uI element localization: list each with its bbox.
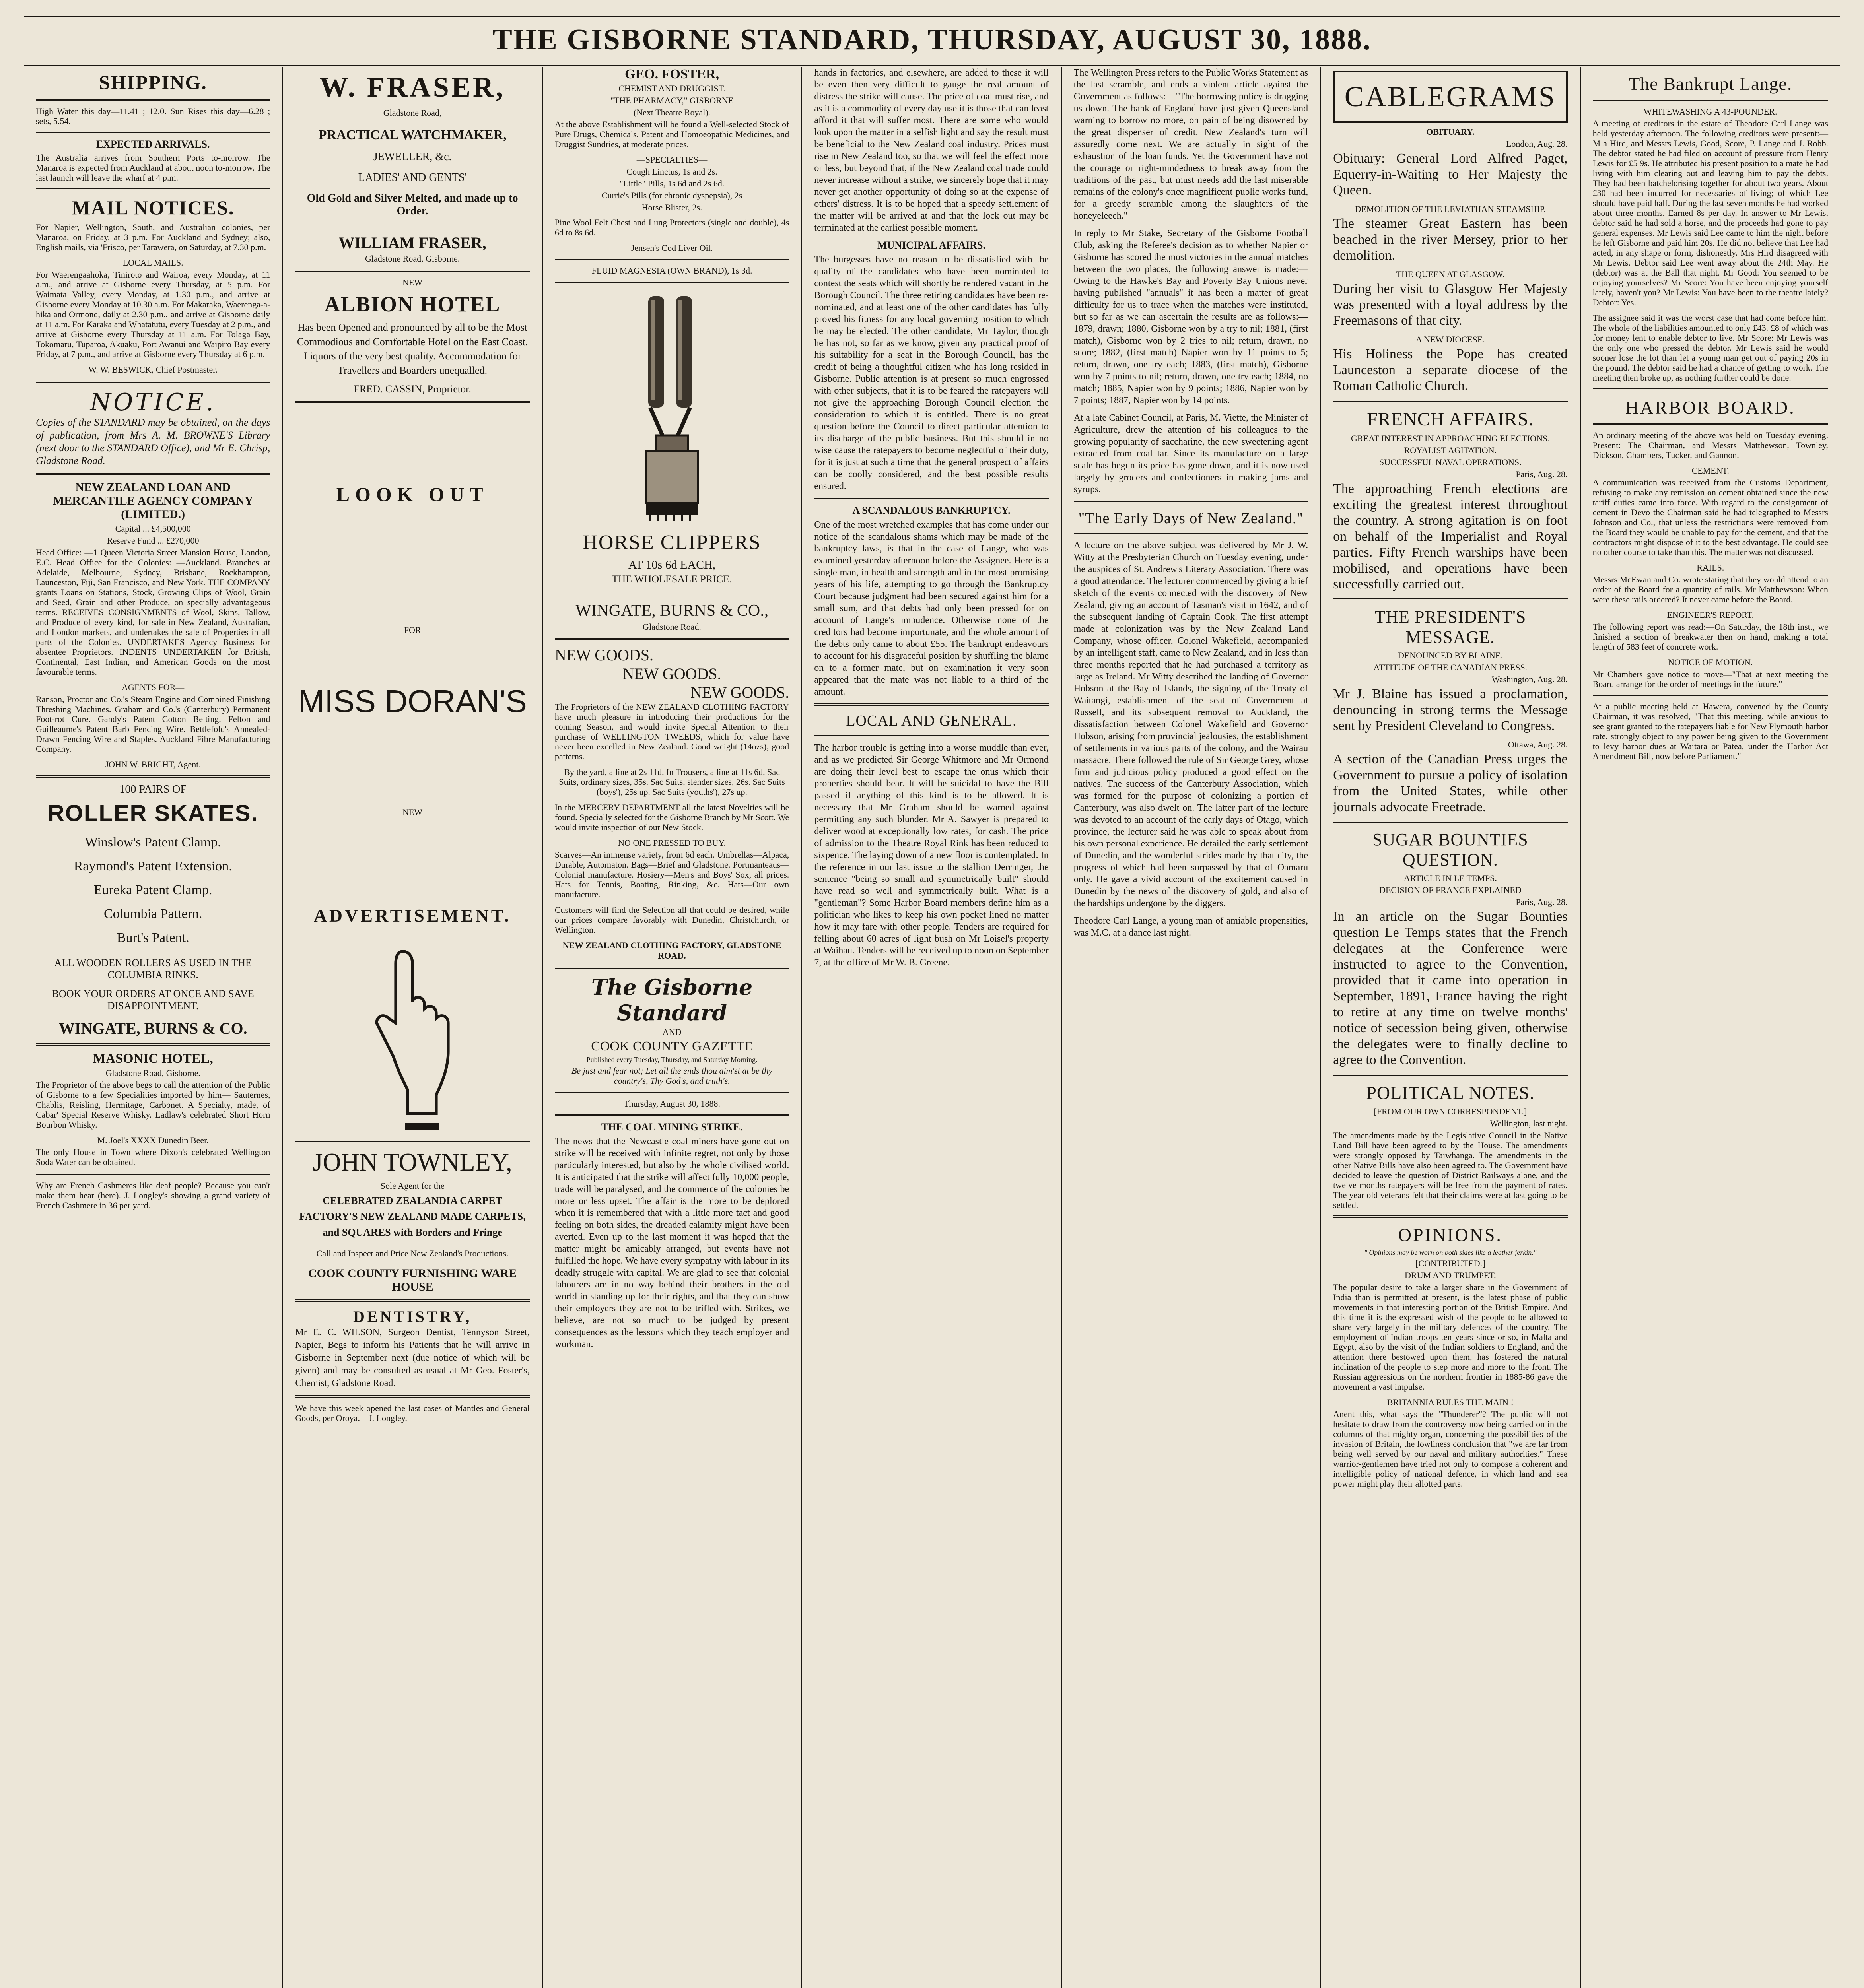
specialty-item: Horse Blister, 2s. xyxy=(641,202,702,212)
clamp-item: Winslow's Patent Clamp. xyxy=(85,835,221,850)
columns xyxy=(24,67,1840,1988)
wellington-press-text: The Wellington Press refers to the Public Works Statement as the last scramble, and ends a violent article against the Government as follows:—"The borrowing policy is dragging us down. The bank of England have just given Queensland warning to borrow no more, on pain of being disowned by the great dispenser of credit. New Zealand's turn will assuredly come next. We are actually in sight of the exhaustion of the loan funds. Yet the Government have not the courage or right-mindedness to break away from the traditions of the past, but must needs add the last miserable remains of the colony's once magnificent public works fund, for a greedy scramble among the slaughters of the honeyeleech." xyxy=(1073,68,1308,221)
divider xyxy=(555,1114,789,1116)
president-sub-1: DENOUNCED BY BLAINE. xyxy=(1398,650,1503,660)
foster-trade: CHEMIST AND DRUGGIST. xyxy=(618,83,725,93)
wholesale-price: THE WHOLESALE PRICE. xyxy=(612,573,732,585)
dentistry-heading: DENTISTRY, xyxy=(353,1308,472,1326)
fraser-trade: PRACTICAL WATCHMAKER, xyxy=(318,128,507,142)
divider xyxy=(1333,598,1567,600)
divider xyxy=(555,259,789,260)
fraser-gold: Old Gold and Silver Melted, and made up to Order. xyxy=(307,192,518,217)
president-text-1: Mr J. Blaine has issued a proclamation, denouncing in strong terms the Message sent by President Cleveland to Congress. xyxy=(1333,687,1568,733)
french-sub-2: ROYALIST AGITATION. xyxy=(1404,445,1497,455)
local-mails-text: For Waerengaahoka, Tiniroto and Wairoa, every Monday, at 11 a.m., and arrive at Gisborne every Thursday, at 5 p.m. For Waimata Valley, every Monday, at 1.30 p.m., and arrive at Gisborne every Monday at 10.30 a.m. For Makaraka, Waerenga-a-hika and Ormond, daily at 2.30 p.m., and arrive at Gisborne daily at 11 a.m. For Karaka and Whatatutu, every Tuesday at 2 p.m., and arrive at Gisborne every Thursday at 11 a.m. For Tolaga Bay, Tokomaru, Tuparoa, Akuaku, Port Awanui and Waipiro Bay every Friday, at 7 p.m., and arrive at Gisborne every Thursday at 6 p.m. xyxy=(36,270,270,359)
harbor-board-text: An ordinary meeting of the above was held on Tuesday evening. Present: The Chairman, and Messrs Matthewson, Townley, Dickson, Chambers, Tucker, and Gannon. xyxy=(1592,430,1828,460)
mail-notices-heading: MAIL NOTICES. xyxy=(71,196,235,219)
divider xyxy=(555,967,789,969)
divider xyxy=(295,401,529,403)
sugar-date: Paris, Aug. 28. xyxy=(1516,897,1568,907)
whitewashing-heading: WHITEWASHING A 43-POUNDER. xyxy=(1644,107,1777,116)
expected-arrivals-text: The Australia arrives from Southern Ports to-morrow. The Manaroa is expected from Auckland at about noon to-morrow. The last launch will leave the wharf at 4 p.m. xyxy=(36,153,270,182)
new-label: NEW xyxy=(402,807,423,817)
new-goods-line-3: NEW GOODS. xyxy=(690,683,789,701)
clamp-item: Columbia Pattern. xyxy=(104,907,202,921)
column-7 xyxy=(1581,67,1840,1988)
french-sub-1: GREAT INTEREST IN APPROACHING ELECTIONS. xyxy=(1351,433,1550,443)
local-general-heading: LOCAL AND GENERAL. xyxy=(846,712,1017,729)
divider xyxy=(1333,1215,1567,1218)
townley-call: Call and Inspect and Price New Zealand's Productions. xyxy=(316,1248,509,1258)
obituary-text: Obituary: General Lord Alfred Paget, Equerry-in-Waiting to Her Majesty the Queen. xyxy=(1333,151,1568,198)
divider xyxy=(1593,695,1828,696)
divider xyxy=(1074,533,1308,534)
and-label: AND xyxy=(662,1027,682,1037)
divider xyxy=(36,775,270,778)
expected-arrivals-heading: EXPECTED ARRIVALS. xyxy=(96,138,210,150)
cement-text: A communication was received from the Customs Department, refusing to make any remission on cement obtained since the new tariff duties came into force. With regard to the consignment of cement in Devo the Chairman said he had telegraphed to Messrs Johnson and Co., that unless the restrictions were removed from the Board they would be unable to pay for the cement, and that the contractors might dispose of it to the best advantage. He could see no other course to take than this. The matter was not discussed. xyxy=(1592,478,1828,557)
cook-gazette: COOK COUNTY GAZETTE xyxy=(591,1039,753,1054)
political-sub: [FROM OUR OWN CORRESPONDENT.] xyxy=(1374,1107,1527,1116)
we-ad-text: We have this week opened the last cases of Mantles and General Goods, per Oroya.—J. Longley. xyxy=(295,1403,530,1423)
rails-text: Messrs McEwan and Co. wrote stating that they would attend to an order of the Board for a quantity of rails. Mr Matthewson: When were these rails ordered? It never came before the Board. xyxy=(1592,575,1828,604)
notice-heading: NOTICE. xyxy=(90,388,216,416)
president-heading: THE PRESIDENT'S MESSAGE. xyxy=(1374,607,1526,647)
specialty-item: Cough Linctus, 1s and 2s. xyxy=(626,167,717,177)
demolition-heading: DEMOLITION OF THE LEVIATHAN STEAMSHIP. xyxy=(1355,204,1546,214)
divider xyxy=(1593,388,1828,390)
fraser-address-2: Gladstone Road, Gisborne. xyxy=(365,254,460,264)
cement-heading: CEMENT. xyxy=(1691,466,1729,476)
early-days-heading: "The Early Days of New Zealand." xyxy=(1078,510,1304,527)
divider xyxy=(36,473,270,475)
specialty-item: Currie's Pills (for chronic dyspepsia), 2s xyxy=(601,190,742,200)
early-days-text: A lecture on the above subject was delivered by Mr J. W. Witty at the Presbyterian Church on Tuesday evening, under the auspices of St. Andrew's Literary Association. There was a good attendance. The lecturer commenced by giving a brief sketch of the events connected with the discovery of New Zealand, giving an account of Tasman's visit in 1642, and of the subsequent landing of Captain Cook. The first attempt made at colonization was by the New Zealand Land Company, whose officer, Colonel Wakefield, accompanied by an intelligent staff, came to New Zealand, and in less than three months reported that he had purchased a territory as large as Ireland. Mr Witty described the landing of Governor Hobson at the Bay of Islands, the signing of the Treaty of Waitangi, establishment of the seat of Government at Russell, and its subsequent removal to Auckland, the dissatisfaction between Colonel Wakefield and Governor Hobson, arising from provincial jealousies, the establishment of settlements in various parts of the colony, and the Wairau massacre. There followed the rule of Sir George Grey, whose firm and judicious policy produced a good effect on the natives. The success of the Canterbury Association, which was formed for the purpose of colonizing a portion of Canterbury, was also dwelt on. The latter part of the lecture was devoted to an account of the early days of Otago, which province, the lecturer said he was able to speak about from his own personal experience. He detailed the early settlement of Dunedin, and the wonderful strides made by that city, the progress of which had been surpassed by that of Oamaru only. He gave a vivid account of the excitement caused in Dunedin by the news of the discovery of gold, and also of the hardships undergone by the diggers. xyxy=(1073,540,1308,909)
divider xyxy=(36,99,270,101)
sugar-sub-2: DECISION OF FRANCE EXPLAINED xyxy=(1379,885,1522,895)
britannia-heading: BRITANNIA RULES THE MAIN ! xyxy=(1387,1397,1514,1407)
published-note: Published every Tuesday, Thursday, and Saturday Morning. xyxy=(586,1056,758,1064)
rails-heading: RAILS. xyxy=(1697,563,1724,573)
albion-new-label: NEW xyxy=(402,278,423,287)
notice-motion-heading: NOTICE OF MOTION. xyxy=(1668,657,1753,667)
cablegrams-heading: CABLEGRAMS xyxy=(1344,81,1556,113)
fraser-address: Gladstone Road, xyxy=(383,108,442,118)
municipal-heading: MUNICIPAL AFFAIRS. xyxy=(877,239,986,251)
coal-strike-continued: hands in factories, and elsewhere, are added to these it will be even then very difficult to gauge the real amount of distress the strike will cause. The price of coal must rise, and as it is a commodity of every day use it is those that can least afford it that will suffer most. There are some who would look upon the matter in a selfish light and say the result must be beneficial to the New Zealand coal industry. Prices must rise in New Zealand too, so that we will feel the effect more or less, but beyond that, if the New Zealand coal trade could never increase without a strike, we sincerely hope that it may never get another opportunity of doing so at the expense of others' distress. It is to be hoped that a speedy settlement of the matter will be arrived at and that the lock out may be terminated at the earliest possible moment. xyxy=(814,68,1049,233)
townley-heading: JOHN TOWNLEY, xyxy=(313,1148,512,1176)
scandal-text: One of the most wretched examples that has come under our notice of the scandalous shams which may be made of the bankruptcy laws, is that in the case of Lange, who was examined yesterday afternoon before the Assignee. Here is a single man, in health and strength and in the most promising years of his life, attempting to go through the Bankruptcy Court because judgment had been secured against him for a small sum, and that debts had only been pressed for on account of Lange's impudence. Otherwise none of the creditors had become importunate, and the whole amount of the debts only came to about £55. The bankrupt endeavours to account for his disgraceful position by shuffling the blame on to a former mate, but on examination it very soon appeared that the mate was not liable to a third of the amount. xyxy=(814,520,1049,697)
wilson-text: Mr E. C. WILSON, Surgeon Dentist, Tennyson Street, Napier, Begs to inform his Patients that he will arrive in Gisborne in September next (due notice of which will be given) and may be consulted as usual at Mr Geo. Foster's, Chemist, Gladstone Road. xyxy=(295,1327,530,1388)
opinions-heading: OPINIONS. xyxy=(1398,1225,1502,1245)
divider xyxy=(36,132,270,133)
coal-strike-heading: THE COAL MINING STRIKE. xyxy=(601,1121,743,1133)
fraser-name: WILLIAM FRASER, xyxy=(338,234,486,252)
clippers-price: AT 10s 6d EACH, xyxy=(628,558,716,571)
jensen-text: Jensen's Cod Liver Oil. xyxy=(631,243,713,253)
specialty-item: "Little" Pills, 1s 6d and 2s 6d. xyxy=(619,179,725,188)
local-mails-heading: LOCAL MAILS. xyxy=(122,258,183,268)
divider xyxy=(1333,821,1567,823)
masonic-heading: MASONIC HOTEL, xyxy=(93,1051,213,1066)
divider xyxy=(814,703,1048,706)
diocese-text: His Holiness the Pope has created Launceston a separate diocese of the Roman Catholic Church. xyxy=(1333,347,1568,393)
opinions-text: The popular desire to take a larger share in the Government of India than is permitted at present, is the latest phase of public movements in that interesting portion of the British Empire. And this time it is the expressed wish of the people to be allowed to share very largely in the military defences of the country. The employment of Indian troops ten years since or so, in Malta and Egypt, also by the visit of the Indian soldiers to England, and the attention there bestowed upon them, has fostered the natural inclination of the people to step more and more to the front. The Russian aggressions on the northern frontier in 1885-86 gave the movement a vast impulse. xyxy=(1333,1282,1568,1392)
divider xyxy=(1333,400,1567,402)
saccharine-text: At a late Cabinet Council, at Paris, M. Viette, the Minister of Agriculture, drew the attention of his colleagues to the growing popularity of saccharine, the new sweetening agent extracted from coal tar. Since its manufacture on a large scale has begun its price has gone down, and it is now used largely by grocers and confectioners in making jams and syrups. xyxy=(1073,413,1308,495)
bankrupt-text-2: The assignee said it was the worst case that had come before him. The whole of the liabilities amounted to only £43. £8 of which was for money lent to enable debtor to live. Mr Score: Mr Lewis was the only one who pressed the debtor. Mr Lewis said he would sooner lose the lot than let a young man get out of paying 20s in the pound. The debtor said he had a chance of getting to work. The meeting then broke up, as nothing further could be done. xyxy=(1592,313,1828,382)
divider xyxy=(36,381,270,383)
by-yard-text: By the yard, a line at 2s 11d. In Trousers, a line at 11s 6d. Sac Suits, ordinary sizes, 35s. Sac Suits, slender sizes, 26s. Sac Suits (boys'), 25s up. Sac Suits (youths'), 27s up. xyxy=(559,767,785,797)
divider xyxy=(555,638,789,640)
divider xyxy=(295,1395,529,1398)
divider xyxy=(36,1043,270,1046)
queen-text: During her visit to Glasgow Her Majesty was presented with a loyal address by the Freemasons of that city. xyxy=(1333,282,1568,328)
fraser-ladies: LADIES' AND GENTS' xyxy=(358,171,467,184)
advertisement-heading: ADVERTISEMENT. xyxy=(313,905,511,926)
missdoran-heading: MISS DORAN'S xyxy=(298,683,527,719)
sugar-text: In an article on the Sugar Bounties question Le Temps states that the French delegates at the Conference were instructed to agree to the Convention, provided that it came into operation in September, 1891, France having the right to retire at any time on twelve months' notice of secession being given, otherwise the delegates were to finally decline to agree to the Convention. xyxy=(1333,909,1568,1067)
lookout-heading: LOOK OUT xyxy=(336,483,489,505)
britannia-text: Anent this, what says the "Thunderer"? The public will not hesitate to draw from the controversy now being carried on in the columns of that mighty organ, concerning the possibilities of the invasion of Britain, the lowliness conclusion that "we are far from being well served by our naval and military authorities." These warrior-gentlemen have tried not only to compose a coherent and intelligible policy of national defence, in which land and sea power might play their allotted parts. xyxy=(1333,1409,1568,1489)
bankrupt-text: A meeting of creditors in the estate of Theodore Carl Lange was held yesterday afternoon. The following creditors were present:—M a Hird, and Messrs Lewis, Good, Score, P. Lange and J. Robb. The debtor stated he had filed on account of pressure from Henry Lewis for £5 9s. He attributed his present position to a mate he had living with him clearing out and leaving him to pay the debts. They had been batchelorising together for about two years. About £30 had been incurred for necessaries of living; of which Lee should have paid half. During the last seven months he had worked about three months. Earned 8s per day. In answer to Mr Lewis, debtor said he had sold a horse, and the proceeds had gone to pay general expenses. Mr Lewis said Lee came to him the night before he left Gisborne and paid him 20s. He did not believe that Lee had acted, in any shape or form, dishonestly. Mrs Hird disagreed with Mr Lewis. Debtor said Lee went away about the 24th May. He (debtor) was at the Ball that night. Mr Good: You seemed to be enjoying yourselves? Mr Score: You have been enjoying yourself lately, haven't you? Mr Lewis: You have been to the theatre lately? Debtor: Yes. xyxy=(1592,118,1828,307)
column-3 xyxy=(543,67,802,1988)
tides-text: High Water this day—11.41 ; 12.0. Sun Rises this day—6.28 ; sets, 5.54. xyxy=(36,106,270,126)
fluid-magnesia: FLUID MAGNESIA (OWN BRAND), 1s 3d. xyxy=(591,266,752,276)
divider xyxy=(814,498,1048,499)
why-ad-text: Why are French Cashmeres like deaf people? Because you can't make them hear (here). J. Longley's showing a grand variety of French Cashmere in 36 per yard. xyxy=(36,1180,270,1210)
column-4 xyxy=(802,67,1061,1988)
political-date: Wellington, last night. xyxy=(1490,1118,1568,1128)
divider xyxy=(36,1173,270,1175)
paper-motto: Be just and fear not; Let all the ends thou aim'st at be thy country's, Thy God's, and truth's. xyxy=(571,1066,773,1086)
column-6 xyxy=(1321,67,1580,1988)
masonic-beer: M. Joel's XXXX Dunedin Beer. xyxy=(97,1135,209,1145)
fraser-trade-2: JEWELLER, &c. xyxy=(373,151,452,163)
column-2 xyxy=(283,67,542,1988)
last-line-text: Theodore Carl Lange, a young man of amiable propensities, was M.C. at a dance last night. xyxy=(1073,916,1308,938)
contributed-label: [CONTRIBUTED.] xyxy=(1415,1258,1485,1268)
shipping-heading: SHIPPING. xyxy=(99,71,207,93)
masthead xyxy=(24,16,1840,66)
issue-date: Thursday, August 30, 1888. xyxy=(624,1099,721,1109)
agents-signature: JOHN W. BRIGHT, Agent. xyxy=(105,759,201,769)
book-orders-note: BOOK YOUR ORDERS AT ONCE AND SAVE DISAPPOINTMENT. xyxy=(52,988,254,1011)
engineers-text: The following report was read:—On Saturday, the 18th inst., we finished a section of breakwater then on hand, making a total length of 583 feet of concrete work. xyxy=(1592,622,1828,652)
divider xyxy=(1074,501,1308,503)
albion-hotel-heading: ALBION HOTEL xyxy=(324,292,501,316)
scandal-heading: A SCANDALOUS BANKRUPTCY. xyxy=(852,505,1011,516)
mail-signature: W. W. BESWICK, Chief Postmaster. xyxy=(88,365,218,375)
sugar-sub-1: ARTICLE IN LE TEMPS. xyxy=(1403,873,1497,883)
divider xyxy=(555,1092,789,1093)
divider xyxy=(814,735,1048,736)
townley-agent: Sole Agent for the xyxy=(380,1181,445,1191)
scarves-text: Scarves—An immense variety, from 6d each. Umbrellas—Alpaca, Durable, Automaton. Bags—Brief and Gladstone. Portmanteaus—Colonial manufacture. Hosiery—Men's and Boys' Sox, all prices. Hats for Tennis, Boating, Rinking, &c. Hats—Our own manufacture. xyxy=(554,850,789,899)
horse-clippers-icon xyxy=(612,288,732,527)
political-heading: POLITICAL NOTES. xyxy=(1366,1083,1535,1103)
fraser-heading: W. FRASER, xyxy=(319,71,505,103)
obituary-date: London, Aug. 28. xyxy=(1506,139,1568,149)
no-one-pressed: NO ONE PRESSED TO BUY. xyxy=(618,838,726,848)
new-goods-line-2: NEW GOODS. xyxy=(622,665,721,683)
new-goods-line-1: NEW GOODS. xyxy=(554,646,653,664)
mercery-text: In the MERCERY DEPARTMENT all the latest Novelties will be found. Specially selected for the Gisborne Branch by Mr Scott. We would invite inspection of our New Stock. xyxy=(554,802,789,832)
clamp-item: Eureka Patent Clamp. xyxy=(94,883,212,897)
bankrupt-heading: The Bankrupt Lange. xyxy=(1629,74,1792,94)
notice-motion-text: Mr Chambers gave notice to move—"That at next meeting the Board arrange for the order of meetings in the future." xyxy=(1592,669,1828,689)
specialties-heading: —SPECIALTIES— xyxy=(636,155,708,165)
municipal-text: The burgesses have no reason to be dissatisfied with the quality of the candidates who have been nominated to contest the seats which will shortly be rendered vacant in the Borough Council. The three retiring candidates have been re-nominated, and at least one of the other candidates has fully proved his fitness for any local governing position to which he may be elected. The other candidate, Mr Taylor, though he has not, so far as we know, given any practical proof of his suitability for a seat in the Borough Council, has the credit of being a thoughtful citizen who has long resided in Gisborne. Public attention is at present so much engrossed with other subjects, that it is to be feared the ratepayers will not give the approaching Borough Council election the consideration to which it is entitled. There is no great question before the Council to direct particular attention to its discharge of the public business. But this should in no wise cause the ratepayers to become neglectful of their duty, for it is just at such a time that the general prospect of affairs can be coolly considered, and the best possible results ensured. xyxy=(814,254,1049,491)
french-text: The approaching French elections are exciting the greatest interest throughout the country. A strong agitation is on foot on behalf of the Imperialist and Royal parties. Fifty French warships have been mobilised, and operations have been successfully carried out. xyxy=(1333,481,1568,592)
divider xyxy=(295,1299,529,1302)
divider xyxy=(295,1141,529,1142)
rollers-note: ALL WOODEN ROLLERS AS USED IN THE COLUMBIA RINKS. xyxy=(54,957,252,980)
nz-loan-heading: NEW ZEALAND LOAN AND MERCANTILE AGENCY COMPANY (LIMITED.) xyxy=(53,481,253,521)
president-date-2: Ottawa, Aug. 28. xyxy=(1508,740,1568,749)
clamp-item: Burt's Patent. xyxy=(117,930,189,945)
foster-heading: GEO. FOSTER, xyxy=(625,67,719,82)
masthead-top-rule xyxy=(24,16,1840,17)
coal-strike-text: The news that the Newcastle coal miners have gone out on strike will be received with infinite regret, not only by those particularly interested, but also by the whole civilised world. It is anticipated that the strike will affect fully 10,000 people, trade will be paralysed, and the commerce of the colonies be more or less upset. The affair is the more to be deplored when it is remembered that with a little more tact and good feeling on both sides, the dreaded calamity might have been averted. Even up to the last moment it was hoped that the matter might be amicably arranged, but events have not fulfilled the hope. We have every sympathy with labour in its deadly struggle with capital. We are glad to see that colonial labourers are in no way behind their brothers in the old world in standing up for their rights, and that they can show their employers they are not to be trifled with. Strikes, we believe, are not so much to be judged by present consequences as the lessons which they teach employer and workman. xyxy=(554,1136,789,1349)
opinions-motto: " Opinions may be worn on both sides like a leather jerkin." xyxy=(1364,1248,1537,1256)
felt-text: Pine Wool Felt Chest and Lung Protectors (single and double), 4s 6d to 8s 6d. xyxy=(554,217,789,237)
customers-text: Customers will find the Selection all that could be desired, while our prices compare favorably with Dunedin, Christchurch, or Wellington. xyxy=(554,905,789,935)
foster-pharmacy: "THE PHARMACY," GISBORNE xyxy=(610,95,734,105)
engineers-heading: ENGINEER'S REPORT. xyxy=(1667,610,1754,620)
wingate-address: Gladstone Road. xyxy=(643,622,701,632)
president-text-2: A section of the Canadian Press urges the Government to pursue a policy of isolation from the United States, while other journals advocate Freetrade. xyxy=(1333,752,1568,814)
pointing-hand-icon xyxy=(361,942,464,1133)
nz-factory-sign: NEW ZEALAND CLOTHING FACTORY, GLADSTONE ROAD. xyxy=(562,940,781,961)
masonic-footer: The only House in Town where Dixon's celebrated Wellington Soda Water can be obtained. xyxy=(36,1147,270,1167)
public-meeting-text: At a public meeting held at Hawera, convened by the County Chairman, it was resolved, "That this meeting, while anxious to see grant granted to the ratepayers liable for New Plymouth harbor rate, strongly object to any power being given to the Government to levy harbor dues at Waitara or Patea, under the Harbor Act Amendment Bill, now before Parliament." xyxy=(1592,701,1828,761)
french-sub-3: SUCCESSFUL NAVAL OPERATIONS. xyxy=(1379,457,1522,467)
pairs-of-label: 100 PAIRS OF xyxy=(119,783,187,796)
factory-text: The Proprietors of the NEW ZEALAND CLOTHING FACTORY have much pleasure in introducing their productions for the coming Season, and would invite Special Attention to their purchase of WELLINGTON TWEEDS, which for value have never been excelled in New Zealand. Good weight (14ozs), good patterns. xyxy=(554,702,789,761)
paper-name: The Gisborne Standard xyxy=(591,975,753,1025)
divider xyxy=(555,282,789,283)
foster-location: (Next Theatre Royal). xyxy=(633,107,711,117)
cook-county-furnishing: COOK COUNTY FURNISHING WARE HOUSE xyxy=(308,1267,517,1293)
mail-notices-text: For Napier, Wellington, South, and Australian colonies, per Manaroa, on Friday, at 3 p.m. For Auckland and Sydney; also, English mails, via 'Frisco, per Tarawera, on Saturday, at 7.30 p.m. xyxy=(36,222,270,252)
sugar-heading: SUGAR BOUNTIES QUESTION. xyxy=(1372,830,1528,870)
french-date: Paris, Aug. 28. xyxy=(1516,469,1568,479)
french-affairs-heading: FRENCH AFFAIRS. xyxy=(1367,409,1534,430)
nz-loan-capital: Capital ... £4,500,000 xyxy=(115,524,191,534)
divider xyxy=(36,188,270,190)
column-1 xyxy=(24,67,283,1988)
agents-heading: AGENTS FOR— xyxy=(122,682,185,692)
nz-loan-reserve: Reserve Fund ... £270,000 xyxy=(107,536,199,546)
nz-loan-text: Head Office: —1 Queen Victoria Street Mansion House, London, E.C. Head Office for the Colonies: —Auckland. Branches at Adelaide, Melbourne, Sydney, Brisbane, Rockhampton, Launceston, Fiji, San Francisco, and New York. THE COMPANY grants Loans on Stations, Stock, Growing Clips of Wool, Grain and Seed, Grain and other Produce, on specially advantageous terms. RECEIVES CONSIGNMENTS of Wool, Skins, Tallow, and Produce of every kind, for sale in New Zealand, Australian, and London markets, and undertakes the sale of Properties in all parts of the Colonies. UNDERTAKES Agency Business for absentee Proprietors. INDENTS UNDERTAKEN for British, Continental, East Indian, and American Goods on the most favourable terms. xyxy=(36,547,270,677)
president-date-1: Washington, Aug. 28. xyxy=(1491,674,1568,684)
clippers-heading: HORSE CLIPPERS xyxy=(583,531,761,554)
diocese-heading: A NEW DIOCESE. xyxy=(1415,334,1485,344)
wingate-name: WINGATE, BURNS & CO. xyxy=(58,1019,247,1037)
masonic-text: The Proprietor of the above begs to call the attention of the Public of Gisborne to a few Specialities imported by him— Sauternes, Chablis, Reisling, Hermitage, Carbonet. A Specialty, made, of Cabar' Special Reserve Whisky. Ladlaw's celebrated Short Horn Bourbon Whisky. xyxy=(36,1080,270,1130)
harbor-board-heading: HARBOR BOARD. xyxy=(1625,397,1796,417)
agents-text: Ranson, Proctor and Co.'s Steam Engine and Combined Finishing Threshing Machines. Graham and Co.'s (Canterbury) Permanent Foot-rot Cure. Gandy's Patent Cotton Belting. Felton and Guilleaume's Patent Barb Fencing Wire. Bettlefold's Annealed-Drawn Fencing Wire and Staples. Auckland Fibre Manufacturing Company. xyxy=(36,694,270,754)
divider xyxy=(1333,1074,1567,1076)
column-5 xyxy=(1062,67,1321,1988)
obituary-heading: OBITUARY. xyxy=(1426,127,1475,137)
masonic-address: Gladstone Road, Gisborne. xyxy=(105,1068,200,1078)
for-label: FOR xyxy=(404,625,421,635)
political-text: The amendments made by the Legislative Council in the Native Land Bill have been agreed to by the House. The amendments were strongly opposed by Taiwhanga. The amendments in the other Native Bills have also been agreed to. The Government have decided to leave the question of District Railways alone, and the twelve months ratepayers will be free from the payment of rates. The year old veterans felt that their claims were at last going to be settled. xyxy=(1333,1130,1568,1210)
football-text: In reply to Mr Stake, Secretary of the Gisborne Football Club, asking the Referee's decision as to whether Napier or Gisborne has scored the most victories in the annual matches between the two places, the following answer is made:—Owing to the Hawke's Bay and Poverty Bay Unions never having published "annuals" it has been a matter of great difficulty for us to trace when the matches were instituted, but so far as we can ascertain the results are as follows:—1879, drawn; 1880, Gisborne won by a try to nil; 1881, (first match), Gisborne won by 2 tries to nil; return, drawn, no score; 1882, (first match) Napier won by 11 points to 5; return, drawn, one try each; 1883, (first match), Gisborne won by 7 points to nil; return, drawn, one try each; 1884, no match; 1885, Napier won by 9 points; 1886, Napier won by 7 points; 1887, Napier won by 14 points. xyxy=(1073,228,1308,406)
foster-text: At the above Establishment will be found a Well-selected Stock of Pure Drugs, Chemicals, Patent and Homoeopathic Medicines, and Druggist Sundries, at moderate prices. xyxy=(554,119,789,149)
clamp-item: Raymond's Patent Extension. xyxy=(74,859,232,874)
queen-heading: THE QUEEN AT GLASGOW. xyxy=(1396,269,1505,279)
wingate-name: WINGATE, BURNS & CO., xyxy=(575,602,769,620)
drum-heading: DRUM AND TRUMPET. xyxy=(1405,1270,1496,1280)
divider xyxy=(1593,423,1828,425)
notice-text: Copies of the STANDARD may be obtained, on the days of publication, from Mrs A. M. BROWNE'S Library (next door to the STANDARD Office), and Mr E. Chrisp, Gladstone Road. xyxy=(36,417,270,466)
townley-text: CELEBRATED ZEALANDIA CARPET FACTORY'S NEW ZEALAND MADE CARPETS, and SQUARES with Borders and Fringe xyxy=(299,1195,526,1238)
divider xyxy=(1593,100,1828,101)
divider xyxy=(295,270,529,272)
albion-signature: FRED. CASSIN, Proprietor. xyxy=(354,383,471,395)
demolition-text: The steamer Great Eastern has been beached in the river Mersey, prior to her demolition. xyxy=(1333,216,1568,263)
cablegrams-box xyxy=(1333,71,1567,123)
albion-text: Has been Opened and pronounced by all to be the Most Commodious and Comfortable Hotel on the East Coast. Liquors of the very best quality. Accommodation for Travellers and Boarders unequalled. xyxy=(297,322,528,376)
local-general-text: The harbor trouble is getting into a worse muddle than ever, and as we predicted Sir George Whitmore and Mr Ormond are doing their level best to escape the onus which their properties should bear. It will be suicidal to have the Bill passed if anything of this kind is to be allowed. It is necessary that Mr Graham should be warned against permitting any such blunder. Mr A. Sawyer is prepared to deliver wood at exceptionally low rates, for cash. The price of admission to the Theatre Royal Rink has been reduced to sixpence. The laying down of a new floor is contemplated. In the reference in our last issue to the stallion Derringer, the sentence "being so small and symmetrically built" should have read so well and symmetrically built. What is a "gentleman"? Some Harbor Board members define him as a politician who likes to keep his own pocket lined no matter how it may fare with other people. Tenders are required for felling about 60 acres of light bush on Mr Loisel's property at Waihau. Tenders will be received up to noon on September 7, at the office of Mr W. B. Greene. xyxy=(814,743,1049,968)
masthead-title: THE GISBORNE STANDARD, THURSDAY, AUGUST 30, 1888. xyxy=(492,23,1372,56)
president-sub-2: ATTITUDE OF THE CANADIAN PRESS. xyxy=(1373,662,1528,672)
roller-skates-heading: ROLLER SKATES. xyxy=(47,800,259,826)
